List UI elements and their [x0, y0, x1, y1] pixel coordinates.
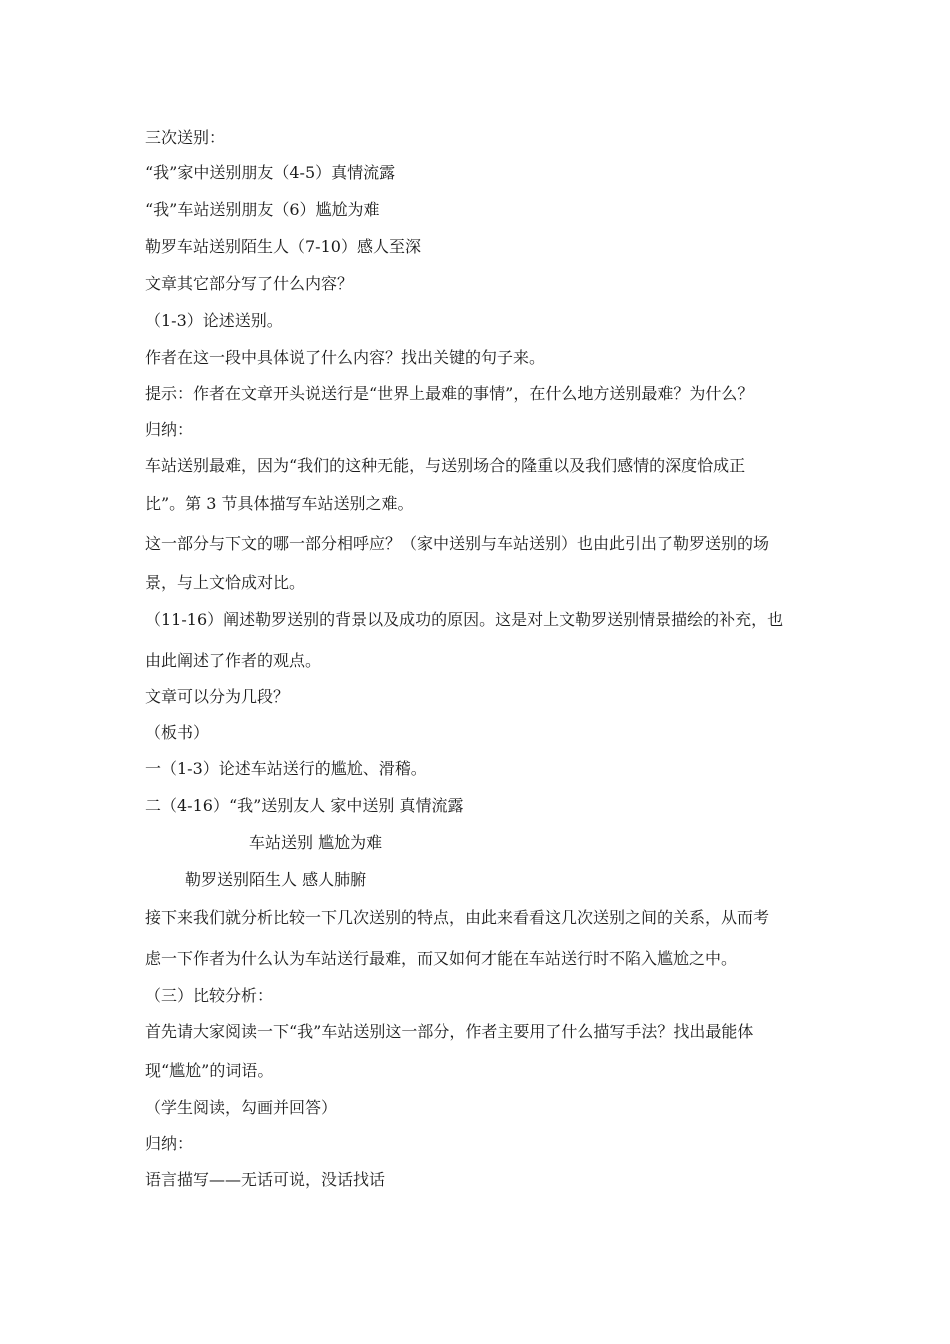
text-line: 现“尴尬”的词语。 — [145, 1061, 274, 1080]
text-line: “我”车站送别朋友（6）尴尬为难 — [145, 200, 380, 219]
text-line: 文章其它部分写了什么内容？ — [145, 274, 354, 293]
text-line: 勒罗车站送别陌生人（7-10）感人至深 — [145, 237, 421, 256]
text-line: “我”家中送别朋友（4-5）真情流露 — [145, 163, 396, 182]
text-line: 由此阐述了作者的观点。 — [145, 651, 322, 670]
text-line: 景，与上文恰成对比。 — [145, 573, 306, 592]
text-line: 作者在这一段中具体说了什么内容？找出关键的句子来。 — [145, 348, 546, 367]
text-line: （11-16）阐述勒罗送别的背景以及成功的原因。这是对上文勒罗送别情景描绘的补充，也 — [145, 610, 784, 629]
text-line: 三次送别： — [145, 128, 226, 147]
text-line: （三）比较分析： — [145, 986, 274, 1005]
text-line: 接下来我们就分析比较一下几次送别的特点，由此来看看这几次送别之间的关系，从而考 — [145, 908, 770, 927]
text-line: （学生阅读，勾画并回答） — [145, 1098, 338, 1117]
text-line: 语言描写——无话可说，没话找话 — [145, 1170, 386, 1189]
text-line: 比”。第 3 节具体描写车站送别之难。 — [145, 494, 414, 513]
text-line: 车站送别最难，因为“我们的这种无能，与送别场合的隆重以及我们感情的深度恰成正 — [145, 456, 746, 475]
text-line: 勒罗送别陌生人 感人肺腑 — [185, 870, 367, 889]
text-line: 提示：作者在文章开头说送行是“世界上最难的事情”，在什么地方送别最难？为什么？ — [145, 384, 754, 403]
text-line: 虑一下作者为什么认为车站送行最难，而又如何才能在车站送行时不陷入尴尬之中。 — [145, 949, 738, 968]
text-line: 二（4-16）“我”送别友人 家中送别 真情流露 — [145, 796, 464, 815]
text-line: 车站送别 尴尬为难 — [249, 833, 383, 852]
text-line: 归纳： — [145, 420, 194, 439]
text-line: 一（1-3）论述车站送行的尴尬、滑稽。 — [145, 759, 427, 778]
text-line: 文章可以分为几段？ — [145, 687, 290, 706]
text-line: 这一部分与下文的哪一部分相呼应？（家中送别与车站送别）也由此引出了勒罗送别的场 — [145, 534, 770, 553]
text-line: 归纳： — [145, 1134, 194, 1153]
text-line: （1-3）论述送别。 — [145, 311, 283, 330]
text-line: 首先请大家阅读一下“我”车站送别这一部分，作者主要用了什么描写手法？找出最能体 — [145, 1022, 754, 1041]
text-line: （板书） — [145, 723, 210, 742]
